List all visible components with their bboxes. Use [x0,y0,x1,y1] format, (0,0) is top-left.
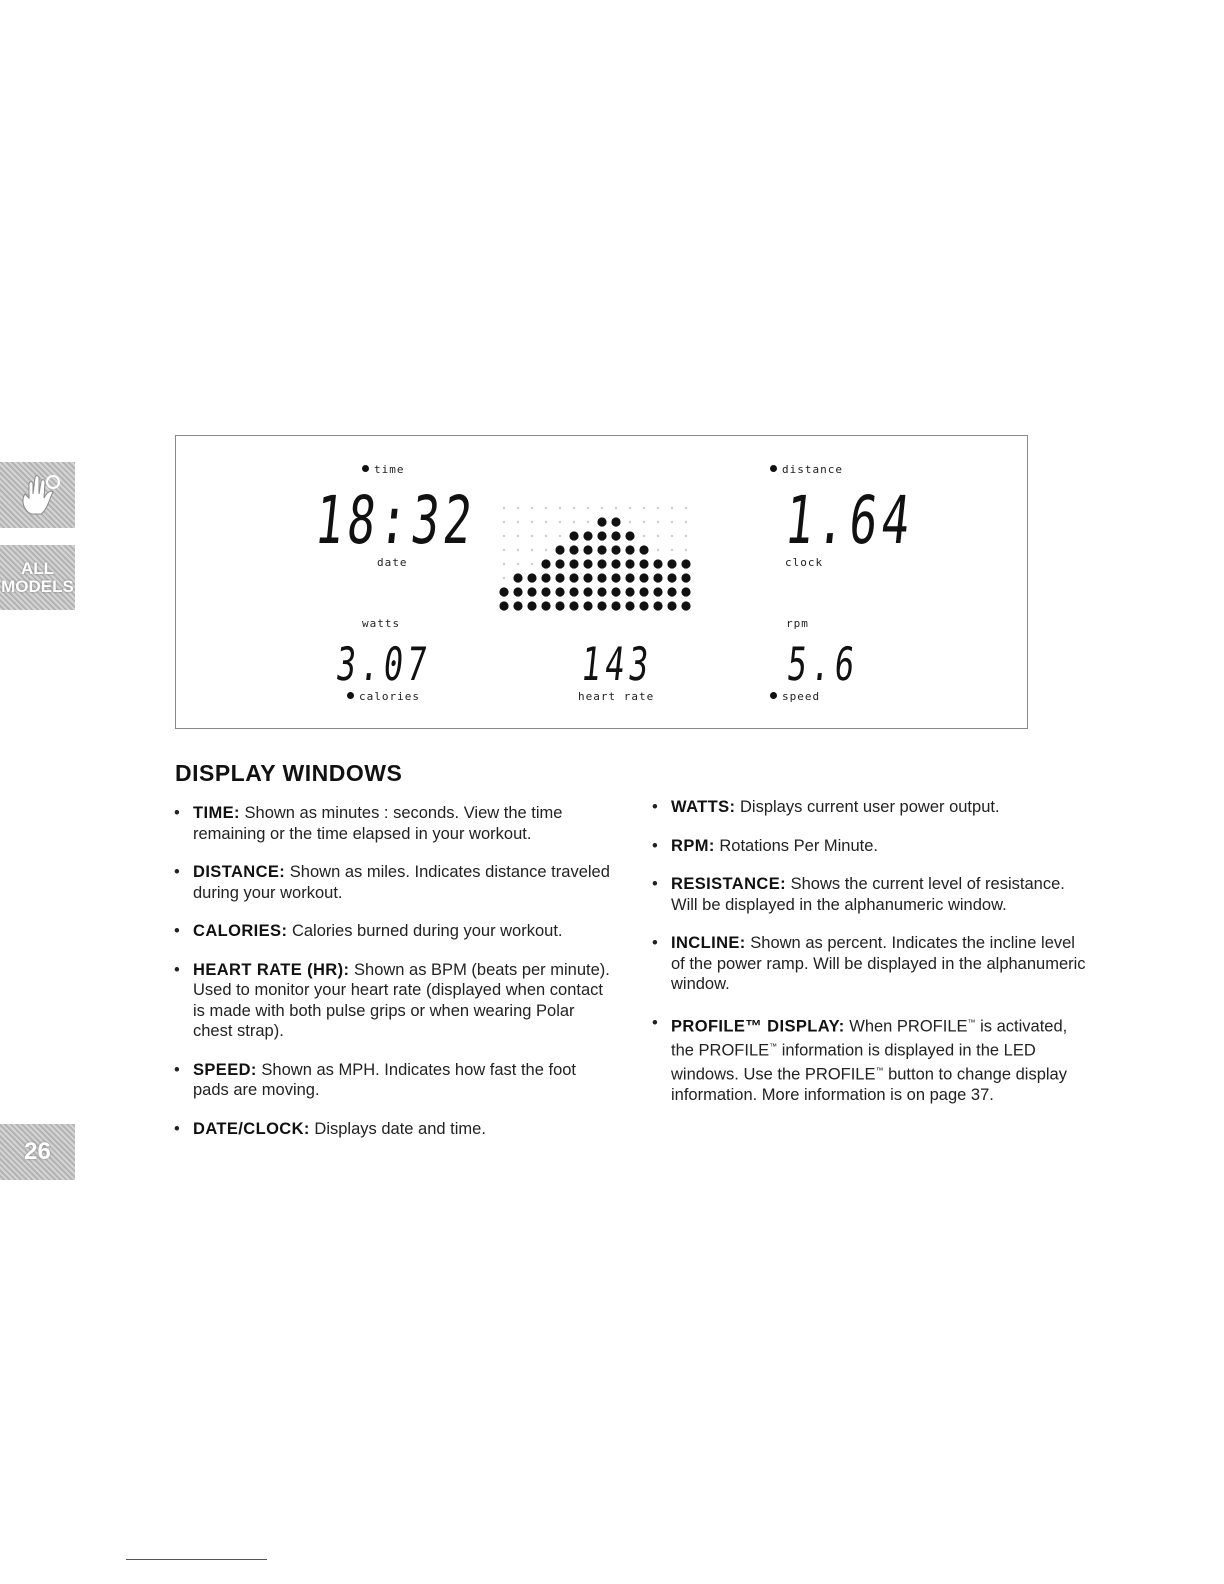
profile-dot-unlit [643,521,645,523]
profile-dot-lit [611,601,620,610]
profile-dot-lit [625,545,634,554]
profile-dot-lit [625,559,634,568]
profile-dot-lit [597,517,606,526]
profile-dot-lit [541,559,550,568]
label-time: time [362,463,405,476]
models-line2: MODELS [1,576,74,596]
profile-dot-lit [583,601,592,610]
profile-dot-unlit [671,549,673,551]
profile-dot-unlit [503,563,505,565]
profile-dot-unlit [685,507,687,509]
profile-led-grid [496,466,706,616]
profile-dot-lit [597,573,606,582]
profile-dot-lit [569,531,578,540]
profile-dot-lit [625,531,634,540]
profile-dot-lit [611,587,620,596]
profile-dot-unlit [629,507,631,509]
profile-dot-lit [583,559,592,568]
profile-dot-unlit [503,521,505,523]
profile-dot-lit [639,601,648,610]
profile-dot-lit [667,573,676,582]
profile-dot-lit [611,573,620,582]
profile-dot-unlit [573,521,575,523]
profile-dot-lit [583,531,592,540]
profile-dot-unlit [657,549,659,551]
profile-dot-unlit [517,535,519,537]
profile-dot-unlit [531,549,533,551]
list-item: • RESISTANCE: Shows the current level of resistance. Will be displayed in the alphanumeric window. [652,875,1065,914]
all-models-tab [0,545,75,610]
profile-dot-lit [639,587,648,596]
profile-dot-lit [569,545,578,554]
profile-dot-lit [653,601,662,610]
profile-dot-unlit [685,521,687,523]
profile-dot-unlit [643,535,645,537]
profile-dot-lit [611,517,620,526]
profile-dot-lit [513,573,522,582]
footer-rule [126,1559,267,1560]
profile-dot-lit [681,573,690,582]
profile-dot-lit [611,531,620,540]
profile-dot-unlit [517,563,519,565]
list-item: • HEART RATE (HR): Shown as BPM (beats per minute). Used to monitor your heart rate (displayed when contact is made with both pulse grips or when wearing Polar chest strap). [174,960,610,1040]
profile-dot-lit [625,601,634,610]
label-date: date [377,556,408,569]
profile-dot-lit [527,573,536,582]
profile-dot-unlit [573,507,575,509]
profile-dot-lit [555,573,564,582]
profile-dot-lit [625,573,634,582]
profile-dot-unlit [587,507,589,509]
profile-dot-lit [527,587,536,596]
label-speed: speed [770,690,820,703]
profile-dot-unlit [657,521,659,523]
profile-dot-unlit [559,535,561,537]
left-column [172,803,612,1157]
hand-icon-graphic [13,470,63,520]
profile-dot-lit [569,559,578,568]
profile-dot-lit [597,531,606,540]
profile-dot-lit [639,545,648,554]
profile-dot-lit [513,587,522,596]
list-item: • SPEED: Shown as MPH. Indicates how fast the foot pads are moving. [174,1060,577,1099]
profile-dot-unlit [545,549,547,551]
list-item: • WATTS: Displays current user power output. [652,798,1000,816]
profile-dot-lit [681,559,690,568]
list-item: • INCLINE: Shown as percent. Indicates the incline level of the power ramp. Will be displayed in the alphanumeric window. [652,934,1086,993]
list-item: • TIME: Shown as minutes : seconds. View the time remaining or the time elapsed in your workout. [174,804,563,843]
profile-dot-unlit [615,507,617,509]
profile-dot-lit [653,559,662,568]
profile-dot-unlit [531,535,533,537]
profile-dot-lit [541,573,550,582]
profile-dot-lit [667,601,676,610]
models-line1: ALL [20,558,55,578]
label-clock: clock [785,556,824,569]
profile-dot-lit [667,559,676,568]
readout-calories: 3.07 [333,637,434,691]
profile-dot-lit [541,601,550,610]
profile-dot-unlit [545,521,547,523]
profile-dot-lit [583,573,592,582]
profile-dot-unlit [657,507,659,509]
page-number: 26 [24,1138,51,1165]
profile-dot-lit [555,587,564,596]
section-title: DISPLAY WINDOWS [175,760,403,786]
profile-dot-lit [569,573,578,582]
right-column [650,797,1090,1123]
profile-dot-lit [597,559,606,568]
label-calories: calories [347,690,420,703]
profile-dot-unlit [503,577,505,579]
profile-dot-lit [611,545,620,554]
profile-dot-lit [583,587,592,596]
profile-dot-unlit [503,535,505,537]
hand-pointer-icon [0,462,75,528]
profile-dot-unlit [545,507,547,509]
profile-dot-lit [569,601,578,610]
profile-dot-unlit [685,549,687,551]
profile-dot-lit [653,573,662,582]
label-heart-rate: heart rate [578,690,655,703]
profile-dot-unlit [657,535,659,537]
profile-dot-unlit [531,507,533,509]
readout-time: 18:32 [311,482,480,559]
label-watts: watts [362,617,401,630]
profile-dot-lit [625,587,634,596]
readout-speed: 5.6 [784,637,862,691]
profile-dot-lit [569,587,578,596]
profile-dot-unlit [671,507,673,509]
profile-dot-unlit [503,549,505,551]
profile-dot-unlit [517,521,519,523]
profile-dot-unlit [629,521,631,523]
profile-dot-unlit [517,549,519,551]
label-distance: distance [770,463,843,476]
profile-dot-unlit [671,535,673,537]
profile-dot-lit [499,587,508,596]
profile-dot-unlit [531,563,533,565]
profile-dot-unlit [685,535,687,537]
profile-dot-lit [611,559,620,568]
profile-dot-unlit [671,521,673,523]
profile-dot-lit [527,601,536,610]
profile-dot-unlit [503,507,505,509]
profile-dot-lit [597,587,606,596]
profile-dot-unlit [517,507,519,509]
profile-dot-lit [653,587,662,596]
list-item: • DISTANCE: Shown as miles. Indicates distance traveled during your workout. [174,863,610,902]
profile-dot-unlit [559,507,561,509]
profile-dot-lit [583,545,592,554]
profile-dot-unlit [587,521,589,523]
list-item: • RPM: Rotations Per Minute. [652,836,879,855]
profile-dot-lit [597,601,606,610]
profile-dot-lit [667,587,676,596]
profile-dot-unlit [643,507,645,509]
profile-dot-lit [555,601,564,610]
profile-dot-lit [513,601,522,610]
profile-dot-lit [555,559,564,568]
profile-dot-lit [681,587,690,596]
profile-dot-unlit [559,521,561,523]
console-display-illustration [175,435,1028,729]
list-item: • CALORIES: Calories burned during your workout. [174,922,563,940]
profile-dot-lit [639,559,648,568]
profile-dot-unlit [531,521,533,523]
profile-dot-lit [639,573,648,582]
profile-dot-unlit [545,535,547,537]
label-rpm: rpm [786,617,809,630]
profile-dot-lit [541,587,550,596]
profile-dot-lit [499,601,508,610]
readout-heart-rate: 143 [578,637,656,691]
profile-dot-lit [555,545,564,554]
profile-dot-lit [597,545,606,554]
page-number-tab [0,1124,75,1180]
list-item: • DATE/CLOCK: Displays date and time. [174,1119,486,1138]
readout-distance: 1.64 [781,482,918,559]
profile-dot-lit [681,601,690,610]
profile-dot-unlit [601,507,603,509]
list-item-profile: • PROFILE™ DISPLAY: When PROFILE™ is activated, the PROFILE™ information is displayed in the LED windows. Use the PROFILE™ button to change display information. More information is on page 37. [652,1013,1068,1104]
